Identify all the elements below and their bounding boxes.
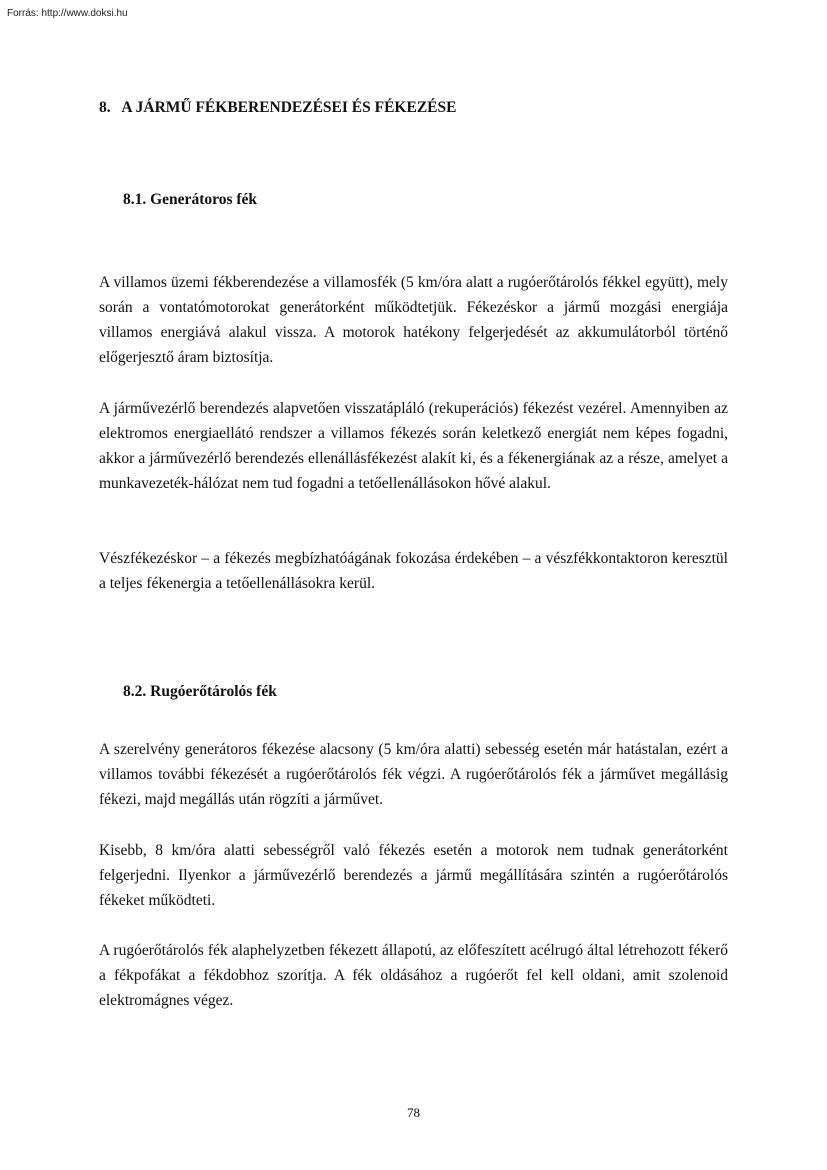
paragraph: A járművezérlő berendezés alapvetően visszatápláló (rekuperációs) fékezést vezérel. Amennyiben az elektromos energiaellátó rendszer a villamos fékezés során keletkező energiát nem képes fogadni, akkor a járművezérlő berendezés ellenállásfékezést alakít ki, és a fékenergiának az a része, amelyet a munkavezeték-hálózat nem tud fogadni a tetőellenállásokon hővé alakul. — [99, 400, 728, 492]
section-heading-8-1: 8.1. Generátoros fék — [123, 191, 258, 208]
chapter-number: 8. — [99, 99, 111, 116]
paragraph: Kisebb, 8 km/óra alatti sebességről való fékezés esetén a motorok nem tudnak generátorként felgerjedni. Ilyenkor a járművezérlő berendezés a jármű megállítására szintén a rugóerőtárolós fékeket működteti. — [99, 842, 728, 909]
section-heading-8-2: 8.2. Rugóerőtárolós fék — [123, 683, 277, 700]
paragraph: A villamos üzemi fékberendezése a villamosfék (5 km/óra alatt a rugóerőtárolós fékkel együtt), mely során a vontatómotorokat generátorként működtetjük. Fékezéskor a jármű mozgási energiája villamos energiává alakul vissza. A motorok hatékony felgerjedését az akkumulátorból történő előgerjesztő áram biztosítja. — [99, 274, 728, 366]
chapter-heading — [99, 99, 456, 117]
paragraph: A rugóerőtárolós fék alaphelyzetben fékezett állapotú, az előfeszített acélrugó által létrehozott fékerő a fékpofákat a fékdobhoz szorítja. A fék oldásához a rugóerőt fel kell oldani, amit szolenoid elektromágnes végez. — [99, 942, 728, 1009]
paragraph: A szerelvény generátoros fékezése alacsony (5 km/óra alatti) sebesség esetén már hatástalan, ezért a villamos további fékezését a rugóerőtárolós fék végzi. A rugóerőtárolós fék a járművet megállásig fékezi, majd megállás után rögzíti a járművet. — [99, 741, 728, 808]
source-url: Forrás: http://www.doksi.hu — [7, 8, 128, 19]
page-number: 78 — [407, 1105, 420, 1120]
chapter-title: A JÁRMŰ FÉKBERENDEZÉSEI ÉS FÉKEZÉSE — [121, 99, 457, 116]
paragraph: Vészfékezéskor – a fékezés megbízhatóágának fokozása érdekében – a vészfékkontaktoron keresztül a teljes fékenergia a tetőellenállásokra kerül. — [99, 550, 728, 592]
